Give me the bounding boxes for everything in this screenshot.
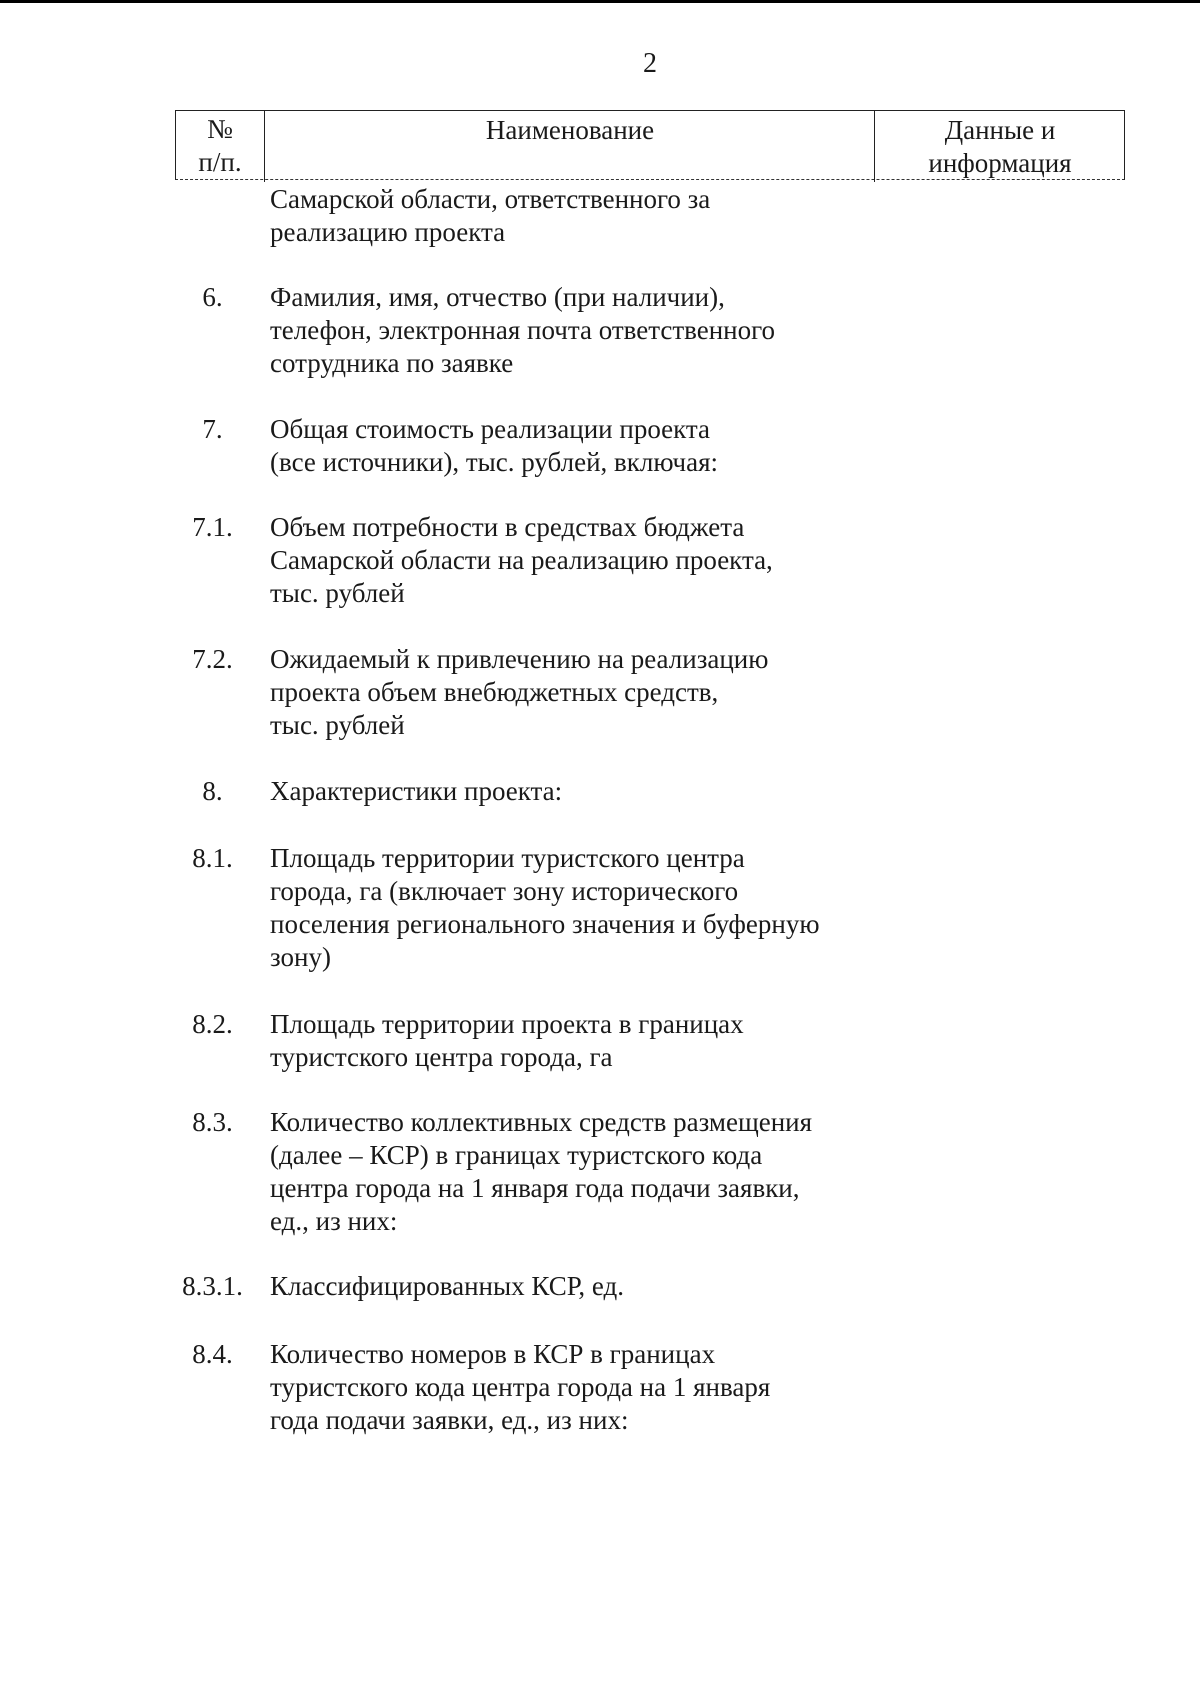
row-line: туристского центра города, га <box>270 1042 613 1072</box>
row-number: 8.3. <box>192 1107 233 1137</box>
row-text <box>270 1338 870 1437</box>
row-text <box>270 511 870 610</box>
row-line: Фамилия, имя, отчество (при наличии), <box>270 282 725 312</box>
row-line: (все источники), тыс. рублей, включая: <box>270 447 718 477</box>
row-text <box>270 643 870 742</box>
row-line: тыс. рублей <box>270 710 405 740</box>
row-text <box>270 842 870 974</box>
row-line: Самарской области на реализацию проекта, <box>270 545 773 575</box>
row-text <box>270 775 870 808</box>
row-line: поселения регионального значения и буферную <box>270 909 820 939</box>
row-line: ед., из них: <box>270 1206 398 1236</box>
row-line: реализацию проекта <box>270 217 506 247</box>
header-name-column: Наименование <box>264 111 875 182</box>
row-number: 7.2. <box>192 644 233 674</box>
row-text <box>270 281 870 380</box>
row-line: (далее – КСР) в границах туристского кода <box>270 1140 763 1170</box>
row-line: Самарской области, ответственного за <box>270 184 711 214</box>
row-line: Общая стоимость реализации проекта <box>270 414 711 444</box>
row-line: Площадь территории проекта в границах <box>270 1009 744 1039</box>
row-line: проекта объем внебюджетных средств, <box>270 677 719 707</box>
row-line: Площадь территории туристского центра <box>270 843 745 873</box>
row-number: 7.1. <box>192 512 233 542</box>
header-data-line2: информация <box>928 148 1072 178</box>
header-data-line1: Данные и <box>944 115 1056 145</box>
row-text <box>270 183 870 249</box>
page-top-edge <box>0 0 1200 3</box>
row-line: зону) <box>270 942 331 972</box>
row-line: Количество номеров в КСР в границах <box>270 1339 716 1369</box>
row-line: года подачи заявки, ед., из них: <box>270 1405 629 1435</box>
page-number: 2 <box>643 48 657 79</box>
row-line: телефон, электронная почта ответственного <box>270 315 776 345</box>
header-number-column <box>176 111 264 181</box>
row-line: Количество коллективных средств размещения <box>270 1107 813 1137</box>
row-line: Характеристики проекта: <box>270 776 563 806</box>
row-text <box>270 1270 870 1303</box>
header-number-symbol: № <box>207 114 233 144</box>
row-line: Классифицированных КСР, ед. <box>270 1271 624 1301</box>
row-number: 8.4. <box>192 1339 233 1369</box>
header-number-abbr: п/п. <box>198 147 242 177</box>
row-line: туристского кода центра города на 1 января <box>270 1372 771 1402</box>
header-data-column <box>874 111 1125 182</box>
row-text <box>270 1106 870 1238</box>
row-number: 8.1. <box>192 843 233 873</box>
row-line: Ожидаемый к привлечению на реализацию <box>270 644 769 674</box>
row-text <box>270 413 870 479</box>
row-line: центра города на 1 января года подачи заявки, <box>270 1173 800 1203</box>
row-line: сотрудника по заявке <box>270 348 514 378</box>
row-text <box>270 1008 870 1074</box>
row-number: 8. <box>202 776 223 806</box>
table-header <box>175 110 1125 180</box>
row-line: Объем потребности в средствах бюджета <box>270 512 745 542</box>
row-number: 8.3.1. <box>182 1271 243 1301</box>
row-line: города, га (включает зону исторического <box>270 876 739 906</box>
row-number: 6. <box>202 282 223 312</box>
row-number: 8.2. <box>192 1009 233 1039</box>
row-line: тыс. рублей <box>270 578 405 608</box>
row-number: 7. <box>202 414 223 444</box>
